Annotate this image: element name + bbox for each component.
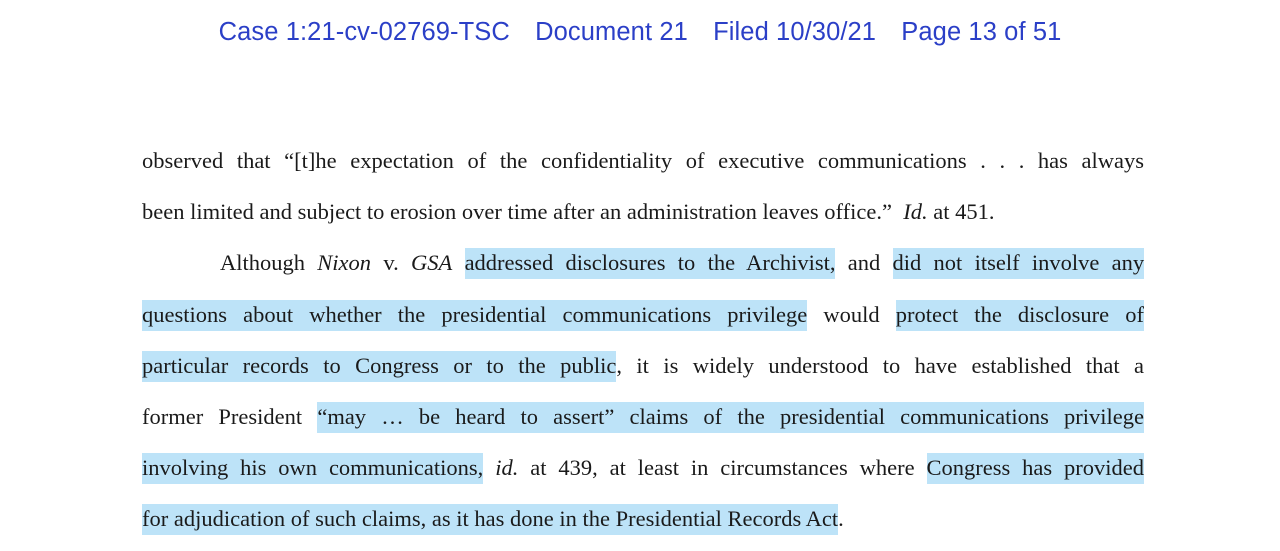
document-header bbox=[0, 18, 1280, 47]
highlight[interactable]: particular records to Congress or to the public bbox=[142, 351, 616, 382]
text-line-1: observed that “[t]he expectation of the confidentiality of executive communications . . . has always bbox=[142, 148, 1144, 173]
highlight[interactable]: for adjudication of such claims, as it has done in the Presidential Records Act bbox=[142, 504, 838, 535]
text-line-4: questions about whether the presidential communications privilege would protect the disclosure of bbox=[142, 292, 1144, 343]
document-number: Document 21 bbox=[535, 18, 688, 46]
highlight[interactable]: protect the disclosure of bbox=[896, 300, 1144, 331]
filed-date: Filed 10/30/21 bbox=[713, 18, 877, 46]
highlight[interactable]: questions about whether the presidential communications privilege bbox=[142, 300, 807, 331]
highlight[interactable]: addressed disclosures to the Archivist, bbox=[465, 248, 836, 279]
highlight[interactable]: “may … be heard to assert” claims of the presidential communications privilege bbox=[317, 402, 1144, 433]
highlight[interactable]: did not itself involve any bbox=[893, 248, 1145, 279]
text-line-3: Although Nixon v. GSA addressed disclosures to the Archivist, and did not itself involve any bbox=[142, 240, 1144, 291]
highlight[interactable]: Congress has provided bbox=[927, 453, 1145, 484]
document-body bbox=[142, 138, 1144, 548]
text-line-8: for adjudication of such claims, as it has done in the Presidential Records Act. bbox=[142, 496, 1144, 547]
case-number: Case 1:21-cv-02769-TSC bbox=[218, 18, 510, 46]
page-number: Page 13 of 51 bbox=[901, 18, 1062, 46]
text-line-7: involving his own communications, id. at 439, at least in circumstances where Congress has provided bbox=[142, 445, 1144, 496]
text-line-5: particular records to Congress or to the public, it is widely understood to have established that a bbox=[142, 343, 1144, 394]
text-line-6: former President “may … be heard to assert” claims of the presidential communications privilege bbox=[142, 394, 1144, 445]
highlight[interactable]: involving his own communications, bbox=[142, 453, 483, 484]
text-line-2: been limited and subject to erosion over time after an administration leaves office.” Id. at 451. bbox=[142, 199, 995, 225]
